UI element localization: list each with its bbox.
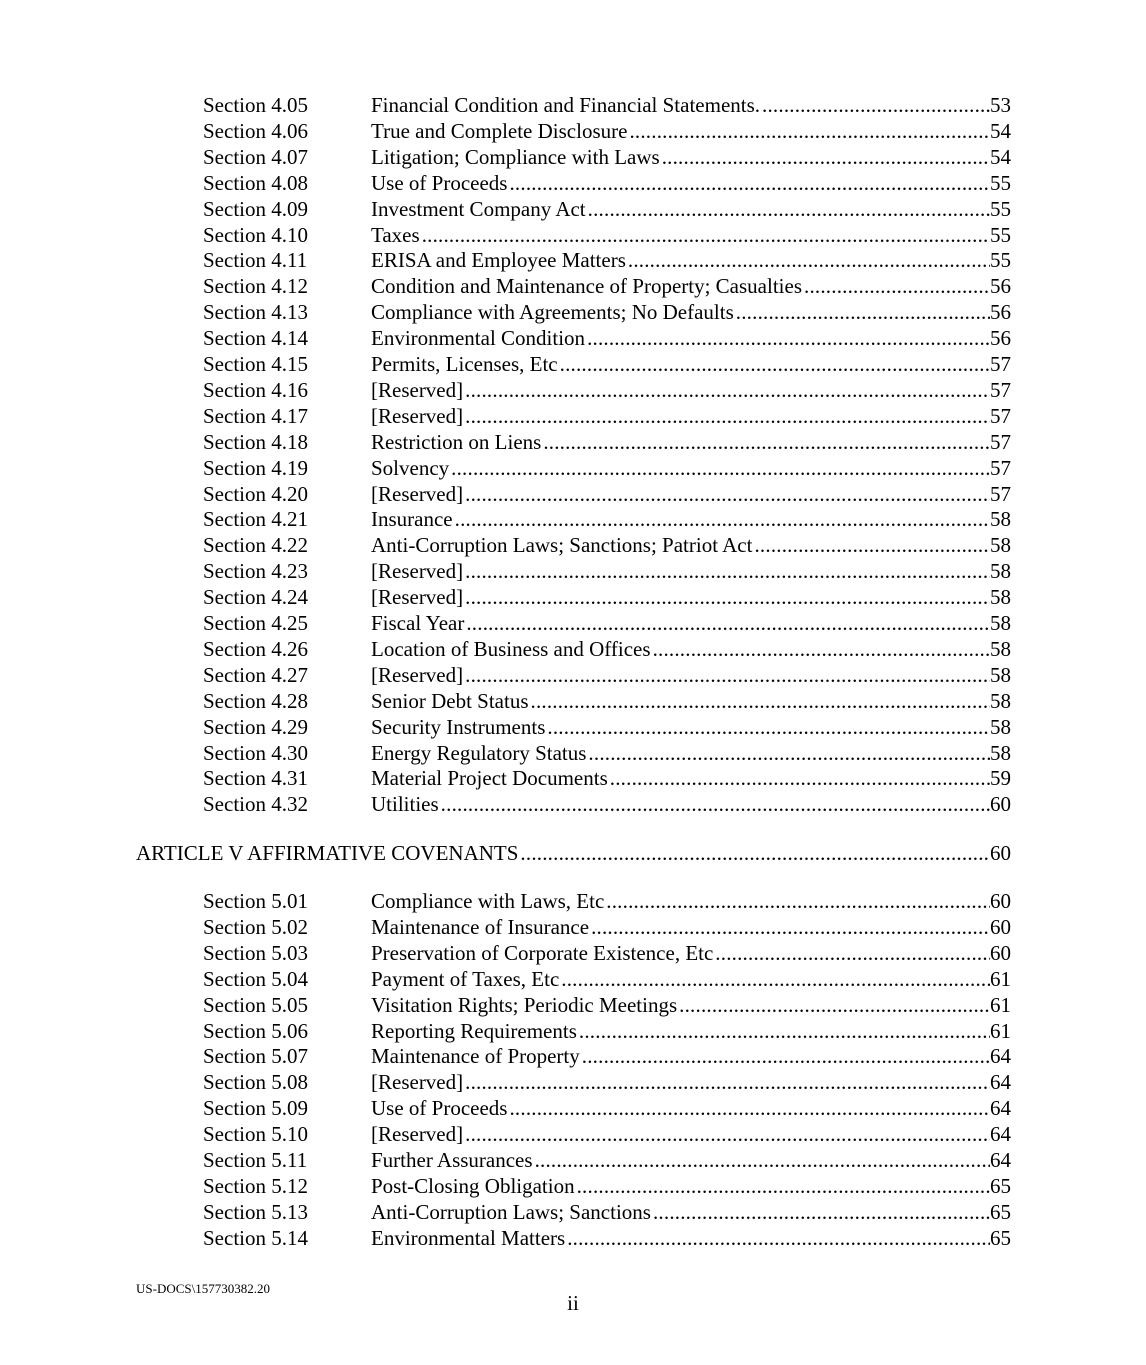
section-title: [Reserved] [371, 481, 464, 506]
dot-leader [520, 840, 990, 866]
section-title: ERISA and Employee Matters [371, 248, 626, 273]
section-page-number: 57 [990, 403, 1011, 428]
section-page-number: 58 [990, 507, 1011, 532]
dot-leader [577, 1173, 990, 1199]
dot-leader [531, 688, 991, 714]
dot-leader [465, 403, 990, 429]
toc-entry[interactable] [203, 1199, 1011, 1225]
section-number: Section 4.07 [203, 144, 308, 169]
dot-leader [422, 222, 990, 248]
dot-leader [804, 273, 990, 299]
section-title: [Reserved] [371, 377, 464, 402]
section-number: Section 4.16 [203, 377, 308, 402]
toc-entry[interactable] [203, 532, 1011, 558]
section-number: Section 4.28 [203, 688, 308, 713]
section-number: Section 4.31 [203, 766, 308, 791]
section-title: Energy Regulatory Status [371, 740, 587, 765]
section-page-number: 60 [990, 792, 1011, 817]
section-number: Section 4.21 [203, 507, 308, 532]
section-title: [Reserved] [371, 403, 464, 428]
dot-leader [567, 1225, 990, 1251]
dot-leader [582, 1043, 990, 1069]
dot-leader [509, 170, 990, 196]
section-number: Section 5.06 [203, 1018, 308, 1043]
toc-entry[interactable] [203, 299, 1011, 325]
section-page-number: 56 [990, 300, 1011, 325]
dot-leader [465, 662, 990, 688]
section-number: Section 4.25 [203, 611, 308, 635]
section-page-number: 58 [990, 533, 1011, 558]
toc-article-heading[interactable] [136, 840, 1011, 866]
section-number: Section 4.11 [203, 248, 308, 273]
section-title: Insurance [371, 507, 453, 532]
toc-entry[interactable] [203, 914, 1011, 940]
toc-entry[interactable] [203, 1018, 1011, 1044]
section-title: Anti-Corruption Laws; Sanctions; Patriot Act [371, 533, 753, 558]
section-title: Maintenance of Insurance [371, 914, 590, 939]
toc-entry[interactable] [203, 1173, 1011, 1199]
section-number: Section 5.10 [203, 1122, 308, 1147]
toc-entry[interactable] [203, 558, 1011, 584]
section-title: Material Project Documents [371, 766, 608, 791]
section-number: Section 5.11 [203, 1148, 308, 1172]
toc-entry[interactable] [203, 92, 1011, 118]
toc-entry[interactable] [203, 740, 1011, 766]
section-title: Restriction on Liens [371, 429, 542, 454]
section-page-number: 64 [990, 1122, 1011, 1147]
section-number: Section 4.30 [203, 740, 308, 765]
section-page-number: 58 [990, 714, 1011, 739]
section-page-number: 64 [990, 1044, 1011, 1069]
document-id: US-DOCS\157730382.20 [136, 1281, 270, 1296]
toc-entry[interactable] [203, 1095, 1011, 1121]
section-title: Utilities [371, 792, 439, 817]
section-number: Section 5.13 [203, 1199, 308, 1224]
section-number: Section 4.10 [203, 222, 308, 247]
section-page-number: 56 [990, 326, 1011, 351]
section-page-number: 53 [990, 93, 1011, 117]
section-number: Section 4.17 [203, 403, 308, 428]
section-title: [Reserved] [371, 662, 464, 687]
toc-entry[interactable] [203, 222, 1011, 248]
section-page-number: 58 [990, 559, 1011, 584]
section-title: Maintenance of Property [371, 1044, 580, 1069]
section-title: Security Instruments [371, 714, 546, 739]
section-page-number: 57 [990, 352, 1011, 376]
section-title: Use of Proceeds [371, 1096, 508, 1121]
section-number: Section 5.05 [203, 992, 308, 1017]
section-number: Section 4.22 [203, 533, 308, 558]
toc-entry[interactable] [203, 118, 1011, 144]
toc-entry[interactable] [203, 610, 1011, 636]
toc-entry[interactable] [203, 1043, 1011, 1069]
dot-leader [465, 584, 990, 610]
section-page-number: 58 [990, 585, 1011, 610]
section-title: Litigation; Compliance with Laws [371, 144, 660, 169]
section-title: Preservation of Corporate Existence, Etc [371, 940, 714, 965]
section-title: Compliance with Agreements; No Defaults [371, 300, 734, 325]
section-number: Section 5.03 [203, 940, 308, 965]
dot-leader [715, 940, 990, 966]
section-number: Section 4.15 [203, 352, 308, 376]
section-page-number: 58 [990, 688, 1011, 713]
toc-entry[interactable] [203, 481, 1011, 507]
section-page-number: 57 [990, 377, 1011, 402]
dot-leader [465, 1069, 990, 1095]
section-number: Section 4.06 [203, 118, 308, 143]
section-number: Section 5.01 [203, 889, 308, 913]
toc-entry[interactable] [203, 273, 1011, 299]
dot-leader [587, 325, 990, 351]
dot-leader [653, 636, 990, 662]
dot-leader [653, 1199, 990, 1225]
dot-leader [455, 506, 990, 532]
section-title: Compliance with Laws, Etc [371, 889, 605, 913]
section-number: Section 4.19 [203, 455, 308, 480]
section-title: Investment Company Act [371, 196, 586, 221]
section-page-number: 56 [990, 274, 1011, 299]
section-title: Taxes [371, 222, 420, 247]
article-page-number: 60 [990, 841, 1011, 865]
section-number: Section 4.24 [203, 585, 308, 610]
section-page-number: 61 [990, 1018, 1011, 1043]
toc-entry[interactable] [203, 662, 1011, 688]
section-number: Section 4.18 [203, 429, 308, 454]
dot-leader [754, 532, 990, 558]
section-title: Location of Business and Offices [371, 636, 651, 661]
section-number: Section 4.14 [203, 326, 308, 351]
section-page-number: 58 [990, 611, 1011, 635]
section-number: Section 5.08 [203, 1070, 308, 1095]
section-page-number: 58 [990, 740, 1011, 765]
dot-leader [629, 118, 990, 144]
toc-entry[interactable] [203, 688, 1011, 714]
section-title: Post-Closing Obligation [371, 1173, 575, 1198]
section-title: Further Assurances [371, 1148, 533, 1172]
section-title: Fiscal Year [371, 611, 465, 635]
toc-entry[interactable] [203, 403, 1011, 429]
toc-entry[interactable] [203, 791, 1011, 817]
section-page-number: 64 [990, 1096, 1011, 1121]
toc-entry[interactable] [203, 429, 1011, 455]
toc-entry[interactable] [203, 966, 1011, 992]
section-title: Condition and Maintenance of Property; Casualties [371, 274, 802, 299]
toc-entry[interactable] [203, 351, 1011, 377]
dot-leader [679, 992, 990, 1018]
section-number: Section 5.09 [203, 1096, 308, 1121]
section-page-number: 60 [990, 889, 1011, 913]
section-number: Section 5.02 [203, 914, 308, 939]
section-title: [Reserved] [371, 1122, 464, 1147]
toc-entry[interactable] [203, 144, 1011, 170]
dot-leader [543, 429, 990, 455]
section-number: Section 5.14 [203, 1225, 308, 1250]
dot-leader [628, 247, 990, 273]
dot-leader [535, 1147, 990, 1173]
dot-leader [588, 740, 990, 766]
toc-entry[interactable] [203, 196, 1011, 222]
toc-entry[interactable] [203, 765, 1011, 791]
toc-entry[interactable] [203, 325, 1011, 351]
section-number: Section 5.04 [203, 966, 308, 991]
toc-entry[interactable] [203, 584, 1011, 610]
toc-entry[interactable] [203, 455, 1011, 481]
toc-entry[interactable] [203, 1069, 1011, 1095]
section-title: [Reserved] [371, 585, 464, 610]
toc-entry[interactable] [203, 888, 1011, 914]
section-page-number: 65 [990, 1225, 1011, 1250]
section-number: Section 4.05 [203, 93, 308, 117]
section-title: Senior Debt Status [371, 688, 529, 713]
section-title: Anti-Corruption Laws; Sanctions [371, 1199, 651, 1224]
section-page-number: 58 [990, 662, 1011, 687]
dot-leader [465, 377, 990, 403]
section-number: Section 4.26 [203, 636, 308, 661]
section-page-number: 60 [990, 914, 1011, 939]
section-number: Section 5.07 [203, 1044, 308, 1069]
dot-leader [509, 1095, 990, 1121]
section-number: Section 4.32 [203, 792, 308, 817]
dot-leader [465, 558, 990, 584]
section-page-number: 57 [990, 429, 1011, 454]
toc-entry[interactable] [203, 1121, 1011, 1147]
section-page-number: 55 [990, 222, 1011, 247]
section-page-number: 59 [990, 766, 1011, 791]
section-title: Use of Proceeds [371, 170, 508, 195]
dot-leader [588, 196, 990, 222]
section-page-number: 57 [990, 455, 1011, 480]
section-number: Section 4.13 [203, 300, 308, 325]
section-page-number: 65 [990, 1199, 1011, 1224]
dot-leader [736, 299, 990, 325]
section-title: Permits, Licenses, Etc [371, 352, 558, 376]
section-number: Section 4.08 [203, 170, 308, 195]
toc-entry[interactable] [203, 714, 1011, 740]
section-title: Payment of Taxes, Etc [371, 966, 560, 991]
article-title: ARTICLE V AFFIRMATIVE COVENANTS [136, 841, 519, 865]
section-title: Visitation Rights; Periodic Meetings [371, 992, 678, 1017]
section-number: Section 4.09 [203, 196, 308, 221]
section-number: Section 4.20 [203, 481, 308, 506]
section-number: Section 4.23 [203, 559, 308, 584]
section-title: [Reserved] [371, 559, 464, 584]
dot-leader [762, 92, 990, 118]
toc-entry[interactable] [203, 170, 1011, 196]
dot-leader [465, 1121, 990, 1147]
dot-leader [591, 914, 990, 940]
section-page-number: 55 [990, 170, 1011, 195]
section-title: True and Complete Disclosure [371, 118, 628, 143]
section-title: [Reserved] [371, 1070, 464, 1095]
dot-leader [610, 765, 990, 791]
section-title: Solvency [371, 455, 450, 480]
section-page-number: 60 [990, 940, 1011, 965]
toc-entry[interactable] [203, 247, 1011, 273]
toc-entry[interactable] [203, 506, 1011, 532]
section-page-number: 61 [990, 992, 1011, 1017]
section-number: Section 4.29 [203, 714, 308, 739]
toc-entry[interactable] [203, 1225, 1011, 1251]
dot-leader [441, 791, 990, 817]
toc-entry[interactable] [203, 992, 1011, 1018]
dot-leader [662, 144, 990, 170]
section-number: Section 4.12 [203, 274, 308, 299]
section-page-number: 65 [990, 1173, 1011, 1198]
section-title: Environmental Matters [371, 1225, 566, 1250]
page-number: ii [567, 1291, 579, 1315]
dot-leader [466, 610, 990, 636]
section-page-number: 55 [990, 248, 1011, 273]
toc-entry[interactable] [203, 940, 1011, 966]
dot-leader [606, 888, 990, 914]
section-title: Reporting Requirements [371, 1018, 577, 1043]
dot-leader [451, 455, 990, 481]
section-page-number: 54 [990, 144, 1011, 169]
section-number: Section 4.27 [203, 662, 308, 687]
toc-entry[interactable] [203, 636, 1011, 662]
section-title: Environmental Condition [371, 326, 586, 351]
dot-leader [547, 714, 990, 740]
toc-entry[interactable] [203, 377, 1011, 403]
section-page-number: 58 [990, 636, 1011, 661]
dot-leader [561, 966, 990, 992]
section-page-number: 64 [990, 1070, 1011, 1095]
dot-leader [579, 1018, 990, 1044]
section-page-number: 57 [990, 481, 1011, 506]
section-number: Section 5.12 [203, 1173, 308, 1198]
dot-leader [465, 481, 990, 507]
section-title: Financial Condition and Financial Statements. [371, 93, 761, 117]
section-page-number: 64 [990, 1148, 1011, 1172]
section-page-number: 54 [990, 118, 1011, 143]
toc-entry[interactable] [203, 1147, 1011, 1173]
section-page-number: 55 [990, 196, 1011, 221]
dot-leader [560, 351, 990, 377]
section-page-number: 61 [990, 966, 1011, 991]
